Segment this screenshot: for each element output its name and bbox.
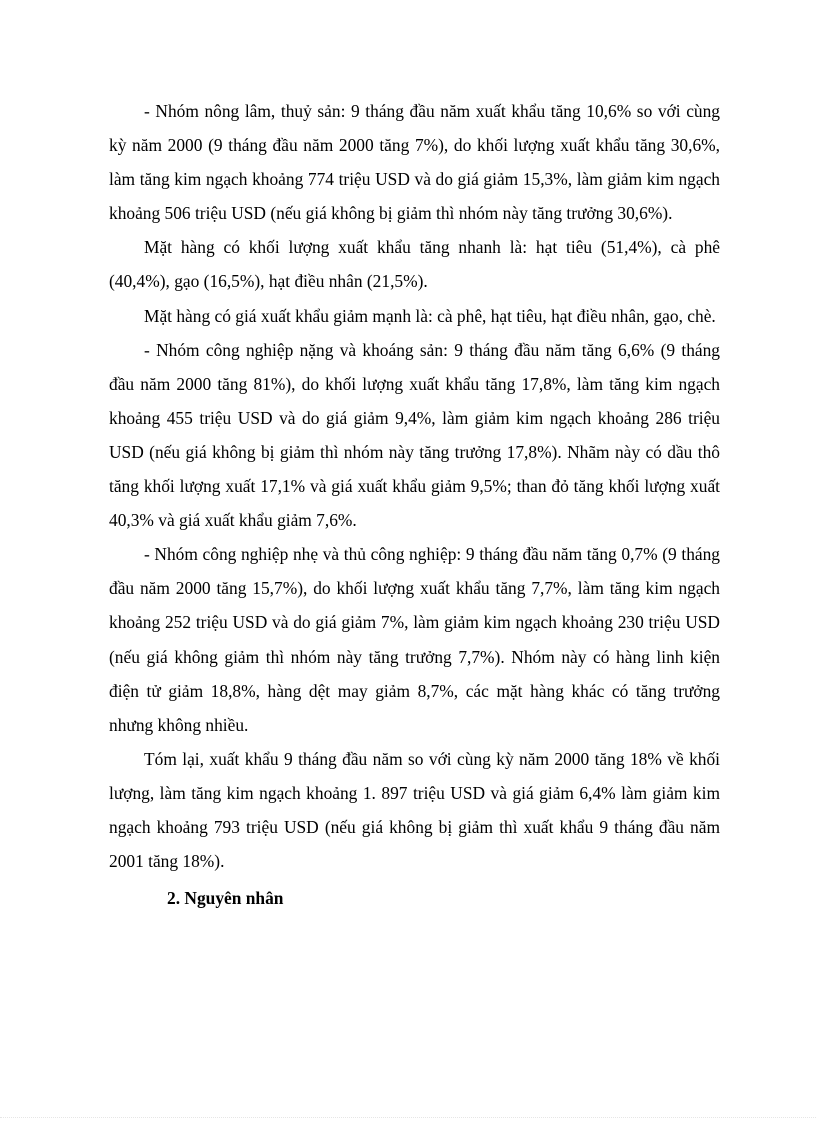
paragraph-light-industry-handicraft: - Nhóm công nghiệp nhẹ và thủ công nghiệp: 9 tháng đầu năm tăng 0,7% (9 tháng đầu năm 2000 tăng 15,7%), do khối lượng xuất khẩu tăng 7,7%, làm tăng kim ngạch khoảng 252 triệu USD và do giá giảm 7%, làm giảm kim ngạch khoảng 230 triệu USD (nếu giá không giảm thì nhóm này tăng trưởng 7,7%). Nhóm này có hàng linh kiện điện tử giảm 18,8%, hàng dệt may giảm 8,7%, các mặt hàng khác có tăng trưởng nhưng không nhiều. <box>109 544 720 735</box>
document-page <box>109 94 720 915</box>
paragraph-heavy-industry-minerals: - Nhóm công nghiệp nặng và khoáng sản: 9 tháng đầu năm tăng 6,6% (9 tháng đầu năm 2000 tăng 81%), do khối lượng xuất khẩu tăng 17,8%, làm tăng kim ngạch khoảng 455 triệu USD và do giá giảm 9,4%, làm giảm kim ngạch khoảng 286 triệu USD (nếu giá không bị giảm thì nhóm này tăng trưởng 17,8%). Nhãm này có dầu thô tăng khối lượng xuất 17,1% và giá xuất khẩu giảm 9,5%; than đỏ tăng khối lượng xuất 40,3% và giá xuất khẩu giảm 7,6%. <box>109 339 720 531</box>
paragraph-sharp-price-drop: Mặt hàng có giá xuất khẩu giảm mạnh là: cà phê, hạt tiêu, hạt điều nhân, gạo, chè. <box>144 305 716 326</box>
paragraph-fast-volume-growth: Mặt hàng có khối lượng xuất khẩu tăng nhanh là: hạt tiêu (51,4%), cà phê (40,4%), gạo (16,5%), hạt điều nhân (21,5%). <box>109 237 720 292</box>
page-bottom-rule <box>0 1117 816 1118</box>
section-heading: 2. Nguyên nhân <box>167 888 284 909</box>
paragraph-summary: Tóm lại, xuất khẩu 9 tháng đầu năm so với cùng kỳ năm 2000 tăng 18% về khối lượng, làm tăng kim ngạch khoảng 1. 897 triệu USD và giá giảm 6,4% làm giảm kim ngạch khoảng 793 triệu USD (nếu giá không bị giảm thì xuất khẩu 9 tháng đầu năm 2001 tăng 18%). <box>109 748 720 872</box>
paragraph-agriculture-fishery: - Nhóm nông lâm, thuỷ sản: 9 tháng đầu năm xuất khẩu tăng 10,6% so với cùng kỳ năm 2000 (9 tháng đầu năm 2000 tăng 7%), do khối lượng xuất khẩu tăng 30,6%, làm tăng kim ngạch khoảng 774 triệu USD và do giá giảm 15,3%, làm giảm kim ngạch khoảng 506 triệu USD (nếu giá không bị giảm thì nhóm này tăng trưởng 30,6%). <box>109 101 720 224</box>
